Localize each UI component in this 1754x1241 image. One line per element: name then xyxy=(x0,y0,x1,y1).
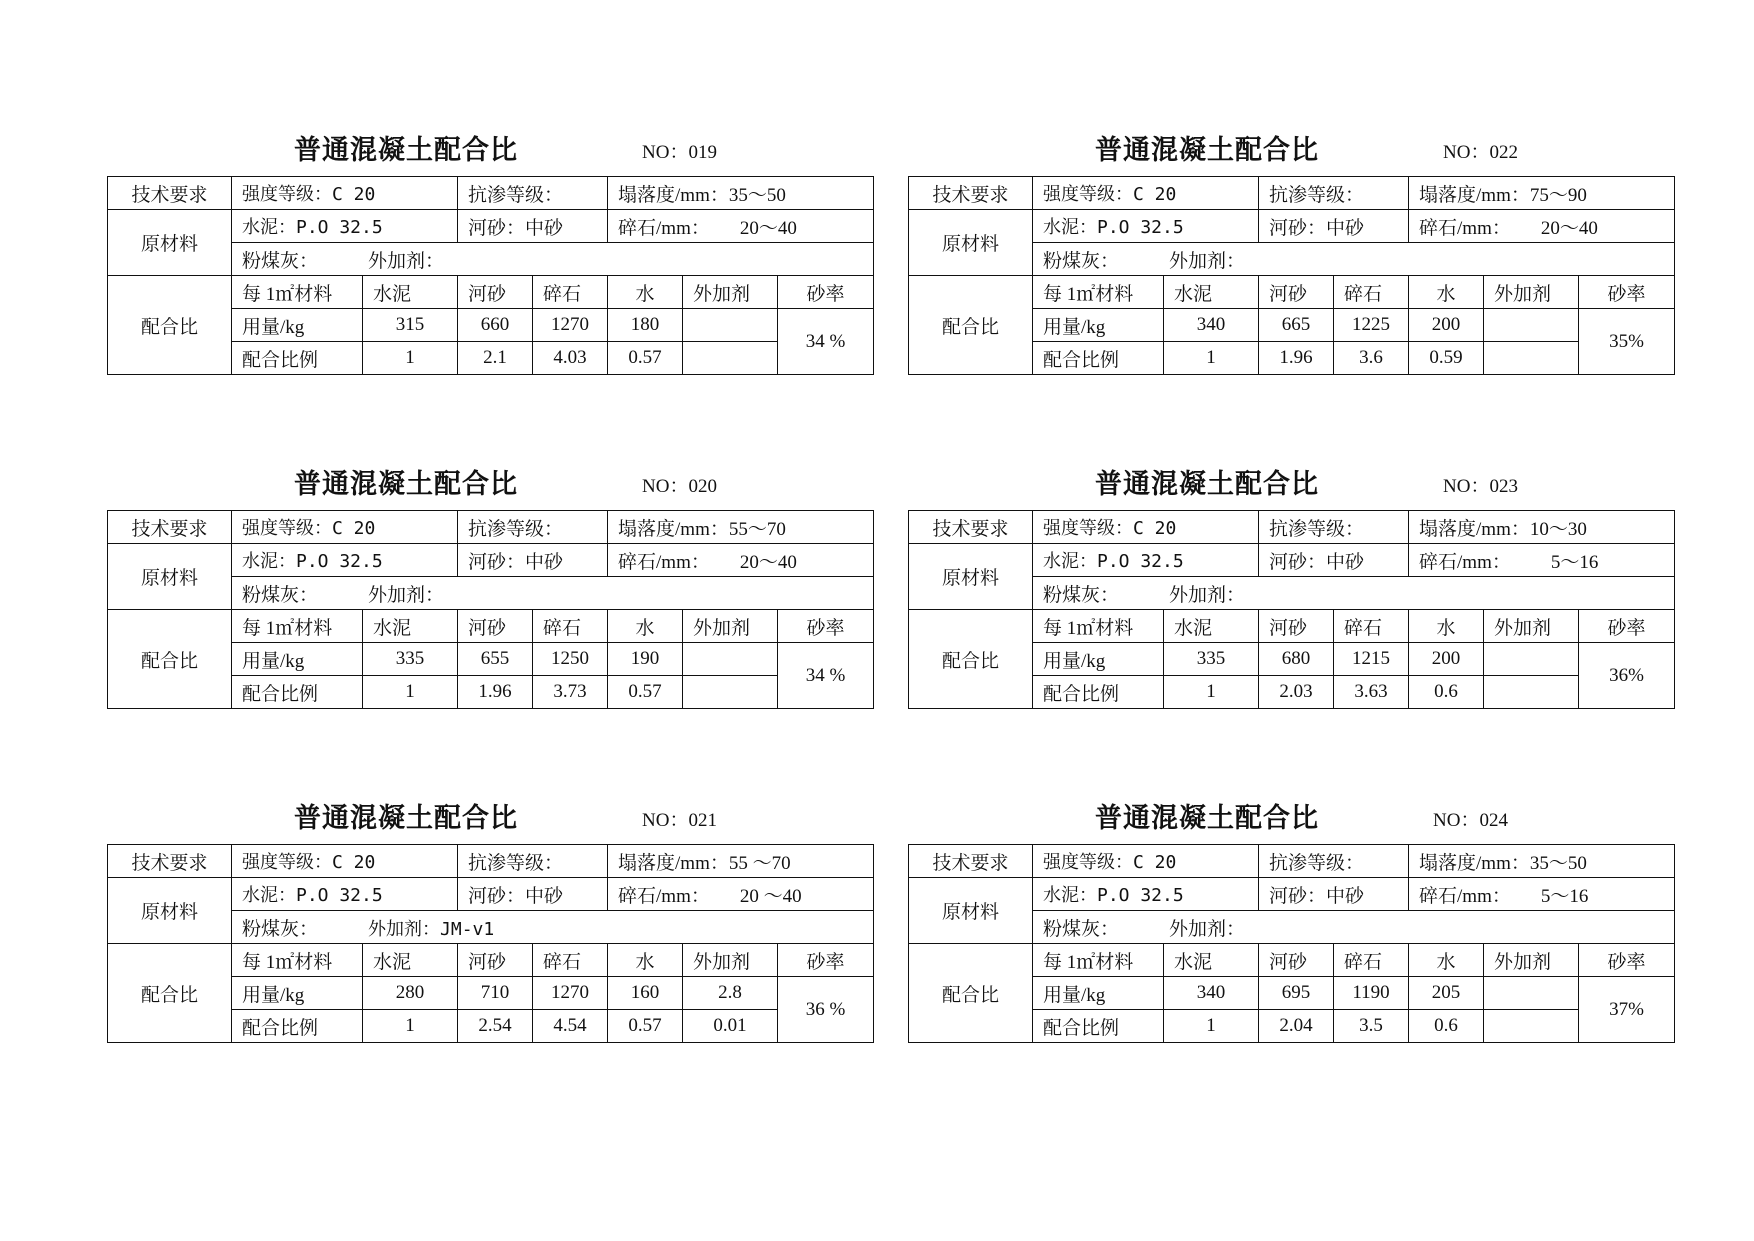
mix-label: 配合比 xyxy=(108,944,232,1043)
mix-label: 配合比 xyxy=(909,276,1033,375)
ratio-water: 0.57 xyxy=(608,1010,683,1043)
gravel-size: 碎石/mm： 5～16 xyxy=(1409,544,1675,577)
mix-card-021 xyxy=(107,796,873,1043)
ratio-admixture xyxy=(683,676,778,709)
sand-ratio-value: 34 % xyxy=(778,309,874,375)
tech-label: 技术要求 xyxy=(909,177,1033,210)
usage-admixture xyxy=(683,643,778,676)
ratio-cement: 1 xyxy=(363,1010,458,1043)
mix-card-024 xyxy=(908,796,1674,1043)
ratio-water: 0.57 xyxy=(608,676,683,709)
cement-type: 水泥：P.O 32.5 xyxy=(232,210,458,243)
card-number: NO：020 xyxy=(642,476,717,497)
slump: 塌落度/mm：10～30 xyxy=(1409,511,1675,544)
header-gravel: 碎石 xyxy=(1334,276,1409,309)
slump: 塌落度/mm：75～90 xyxy=(1409,177,1675,210)
header-admixture: 外加剂 xyxy=(683,610,778,643)
ratio-admixture xyxy=(1484,342,1579,375)
header-sand-ratio: 砂率 xyxy=(778,944,874,977)
per-m3-label: 每 1㎡材料 xyxy=(232,610,363,643)
card-title: 普通混凝土配合比 xyxy=(1095,803,1319,834)
tech-label: 技术要求 xyxy=(909,845,1033,878)
ratio-sand: 2.03 xyxy=(1259,676,1334,709)
usage-gravel: 1215 xyxy=(1334,643,1409,676)
strength-grade: 强度等级：C 20 xyxy=(232,177,458,210)
header-admixture: 外加剂 xyxy=(1484,610,1579,643)
header-water: 水 xyxy=(608,610,683,643)
header-sand: 河砂 xyxy=(458,610,533,643)
tech-label: 技术要求 xyxy=(909,511,1033,544)
header-admixture: 外加剂 xyxy=(1484,944,1579,977)
header-water: 水 xyxy=(608,944,683,977)
usage-sand: 665 xyxy=(1259,309,1334,342)
impermeability-grade: 抗渗等级： xyxy=(458,845,608,878)
raw-label: 原材料 xyxy=(108,544,232,610)
header-cement: 水泥 xyxy=(1164,610,1259,643)
usage-water: 205 xyxy=(1409,977,1484,1010)
usage-sand: 660 xyxy=(458,309,533,342)
raw-row xyxy=(909,210,1675,243)
header-cement: 水泥 xyxy=(363,610,458,643)
cement-type: 水泥：P.O 32.5 xyxy=(1033,878,1259,911)
strength-grade: 强度等级：C 20 xyxy=(1033,845,1259,878)
usage-gravel: 1250 xyxy=(533,643,608,676)
card-title: 普通混凝土配合比 xyxy=(294,469,518,500)
card-number: NO：023 xyxy=(1443,476,1518,497)
header-water: 水 xyxy=(1409,944,1484,977)
usage-cement: 335 xyxy=(363,643,458,676)
flyash-admixture: 粉煤灰： 外加剂：JM-v1 xyxy=(232,911,874,944)
slump: 塌落度/mm：55 ～70 xyxy=(608,845,874,878)
per-m3-label: 每 1㎡材料 xyxy=(1033,944,1164,977)
ratio-label: 配合比例 xyxy=(1033,342,1164,375)
mix-table xyxy=(908,510,1675,709)
usage-sand: 710 xyxy=(458,977,533,1010)
tech-label: 技术要求 xyxy=(108,177,232,210)
mix-header-row xyxy=(108,610,874,643)
usage-admixture xyxy=(683,309,778,342)
mix-header-row xyxy=(909,944,1675,977)
per-m3-label: 每 1㎡材料 xyxy=(1033,276,1164,309)
ratio-cement: 1 xyxy=(363,342,458,375)
tech-row xyxy=(108,511,874,544)
mix-label: 配合比 xyxy=(108,276,232,375)
raw-row xyxy=(108,210,874,243)
header-gravel: 碎石 xyxy=(533,944,608,977)
ratio-water: 0.57 xyxy=(608,342,683,375)
gravel-size: 碎石/mm： 20 ～40 xyxy=(608,878,874,911)
raw-label: 原材料 xyxy=(909,878,1033,944)
raw-label: 原材料 xyxy=(108,878,232,944)
cement-type: 水泥：P.O 32.5 xyxy=(232,544,458,577)
usage-water: 190 xyxy=(608,643,683,676)
usage-gravel: 1270 xyxy=(533,977,608,1010)
header-admixture: 外加剂 xyxy=(683,944,778,977)
impermeability-grade: 抗渗等级： xyxy=(458,511,608,544)
sand-type: 河砂：中砂 xyxy=(458,544,608,577)
slump: 塌落度/mm：55～70 xyxy=(608,511,874,544)
cement-type: 水泥：P.O 32.5 xyxy=(1033,544,1259,577)
usage-admixture xyxy=(1484,309,1579,342)
usage-gravel: 1190 xyxy=(1334,977,1409,1010)
usage-water: 200 xyxy=(1409,309,1484,342)
flyash-admixture: 粉煤灰： 外加剂： xyxy=(232,243,874,276)
mix-card-019 xyxy=(107,128,873,375)
usage-admixture xyxy=(1484,643,1579,676)
header-sand: 河砂 xyxy=(1259,944,1334,977)
tech-row xyxy=(909,845,1675,878)
raw-row xyxy=(108,544,874,577)
usage-water: 160 xyxy=(608,977,683,1010)
header-sand: 河砂 xyxy=(1259,276,1334,309)
header-sand: 河砂 xyxy=(458,276,533,309)
ratio-sand: 1.96 xyxy=(1259,342,1334,375)
ratio-gravel: 4.03 xyxy=(533,342,608,375)
mix-label: 配合比 xyxy=(108,610,232,709)
raw-row xyxy=(909,544,1675,577)
usage-admixture xyxy=(1484,977,1579,1010)
ratio-label: 配合比例 xyxy=(232,342,363,375)
ratio-sand: 1.96 xyxy=(458,676,533,709)
usage-admixture: 2.8 xyxy=(683,977,778,1010)
ratio-sand: 2.04 xyxy=(1259,1010,1334,1043)
header-water: 水 xyxy=(1409,610,1484,643)
ratio-sand: 2.54 xyxy=(458,1010,533,1043)
header-gravel: 碎石 xyxy=(533,610,608,643)
strength-grade: 强度等级：C 20 xyxy=(1033,511,1259,544)
raw-label: 原材料 xyxy=(909,544,1033,610)
ratio-gravel: 3.6 xyxy=(1334,342,1409,375)
raw-row xyxy=(108,878,874,911)
tech-label: 技术要求 xyxy=(108,845,232,878)
ratio-water: 0.59 xyxy=(1409,342,1484,375)
ratio-gravel: 3.5 xyxy=(1334,1010,1409,1043)
impermeability-grade: 抗渗等级： xyxy=(1259,511,1409,544)
ratio-label: 配合比例 xyxy=(1033,676,1164,709)
tech-row xyxy=(108,845,874,878)
tech-label: 技术要求 xyxy=(108,511,232,544)
usage-gravel: 1270 xyxy=(533,309,608,342)
gravel-size: 碎石/mm： 20～40 xyxy=(608,210,874,243)
mix-table xyxy=(107,176,874,375)
strength-grade: 强度等级：C 20 xyxy=(232,845,458,878)
ratio-gravel: 4.54 xyxy=(533,1010,608,1043)
card-title: 普通混凝土配合比 xyxy=(294,135,518,166)
flyash-admixture: 粉煤灰： 外加剂： xyxy=(1033,911,1675,944)
header-sand-ratio: 砂率 xyxy=(1579,944,1675,977)
usage-cement: 340 xyxy=(1164,309,1259,342)
header-water: 水 xyxy=(608,276,683,309)
gravel-size: 碎石/mm： 5～16 xyxy=(1409,878,1675,911)
ratio-sand: 2.1 xyxy=(458,342,533,375)
card-title: 普通混凝土配合比 xyxy=(294,803,518,834)
gravel-size: 碎石/mm： 20～40 xyxy=(1409,210,1675,243)
ratio-label: 配合比例 xyxy=(1033,1010,1164,1043)
usage-label: 用量/kg xyxy=(1033,309,1164,342)
mix-table xyxy=(908,176,1675,375)
flyash-admixture: 粉煤灰： 外加剂： xyxy=(1033,243,1675,276)
sand-type: 河砂：中砂 xyxy=(458,210,608,243)
gravel-size: 碎石/mm： 20～40 xyxy=(608,544,874,577)
usage-cement: 315 xyxy=(363,309,458,342)
usage-label: 用量/kg xyxy=(1033,977,1164,1010)
usage-label: 用量/kg xyxy=(232,309,363,342)
card-number: NO：019 xyxy=(642,142,717,163)
mix-header-row xyxy=(909,276,1675,309)
raw-row xyxy=(909,878,1675,911)
ratio-water: 0.6 xyxy=(1409,1010,1484,1043)
ratio-gravel: 3.63 xyxy=(1334,676,1409,709)
usage-label: 用量/kg xyxy=(1033,643,1164,676)
sand-type: 河砂：中砂 xyxy=(458,878,608,911)
mix-header-row xyxy=(108,276,874,309)
tech-row xyxy=(108,177,874,210)
header-sand-ratio: 砂率 xyxy=(778,610,874,643)
mix-card-020 xyxy=(107,462,873,709)
card-title: 普通混凝土配合比 xyxy=(1095,135,1319,166)
sand-type: 河砂：中砂 xyxy=(1259,210,1409,243)
usage-label: 用量/kg xyxy=(232,977,363,1010)
header-gravel: 碎石 xyxy=(1334,610,1409,643)
sand-ratio-value: 36 % xyxy=(778,977,874,1043)
ratio-admixture xyxy=(683,342,778,375)
ratio-label: 配合比例 xyxy=(232,1010,363,1043)
mix-header-row xyxy=(108,944,874,977)
header-cement: 水泥 xyxy=(363,944,458,977)
usage-gravel: 1225 xyxy=(1334,309,1409,342)
flyash-admixture: 粉煤灰： 外加剂： xyxy=(232,577,874,610)
usage-cement: 280 xyxy=(363,977,458,1010)
impermeability-grade: 抗渗等级： xyxy=(458,177,608,210)
per-m3-label: 每 1㎡材料 xyxy=(232,276,363,309)
per-m3-label: 每 1㎡材料 xyxy=(1033,610,1164,643)
header-sand-ratio: 砂率 xyxy=(778,276,874,309)
header-sand: 河砂 xyxy=(458,944,533,977)
sand-ratio-value: 34 % xyxy=(778,643,874,709)
usage-sand: 680 xyxy=(1259,643,1334,676)
strength-grade: 强度等级：C 20 xyxy=(232,511,458,544)
usage-water: 200 xyxy=(1409,643,1484,676)
header-gravel: 碎石 xyxy=(1334,944,1409,977)
sand-type: 河砂：中砂 xyxy=(1259,878,1409,911)
sand-ratio-value: 35% xyxy=(1579,309,1675,375)
ratio-cement: 1 xyxy=(1164,1010,1259,1043)
header-water: 水 xyxy=(1409,276,1484,309)
mix-table xyxy=(107,844,874,1043)
impermeability-grade: 抗渗等级： xyxy=(1259,177,1409,210)
sand-ratio-value: 36% xyxy=(1579,643,1675,709)
flyash-admixture: 粉煤灰： 外加剂： xyxy=(1033,577,1675,610)
card-number: NO：021 xyxy=(642,810,717,831)
ratio-admixture xyxy=(1484,1010,1579,1043)
mix-card-023 xyxy=(908,462,1674,709)
cement-type: 水泥：P.O 32.5 xyxy=(1033,210,1259,243)
raw-label: 原材料 xyxy=(108,210,232,276)
card-number: NO：022 xyxy=(1443,142,1518,163)
mix-table xyxy=(107,510,874,709)
mix-header-row xyxy=(909,610,1675,643)
card-number: NO：024 xyxy=(1433,810,1508,831)
header-cement: 水泥 xyxy=(1164,276,1259,309)
per-m3-label: 每 1㎡材料 xyxy=(232,944,363,977)
ratio-water: 0.6 xyxy=(1409,676,1484,709)
usage-sand: 655 xyxy=(458,643,533,676)
mix-label: 配合比 xyxy=(909,610,1033,709)
header-sand: 河砂 xyxy=(1259,610,1334,643)
usage-sand: 695 xyxy=(1259,977,1334,1010)
ratio-cement: 1 xyxy=(363,676,458,709)
raw-label: 原材料 xyxy=(909,210,1033,276)
strength-grade: 强度等级：C 20 xyxy=(1033,177,1259,210)
header-sand-ratio: 砂率 xyxy=(1579,276,1675,309)
header-sand-ratio: 砂率 xyxy=(1579,610,1675,643)
ratio-cement: 1 xyxy=(1164,342,1259,375)
ratio-gravel: 3.73 xyxy=(533,676,608,709)
ratio-cement: 1 xyxy=(1164,676,1259,709)
sand-ratio-value: 37% xyxy=(1579,977,1675,1043)
ratio-admixture xyxy=(1484,676,1579,709)
mix-table xyxy=(908,844,1675,1043)
impermeability-grade: 抗渗等级： xyxy=(1259,845,1409,878)
cement-type: 水泥：P.O 32.5 xyxy=(232,878,458,911)
header-gravel: 碎石 xyxy=(533,276,608,309)
mix-card-022 xyxy=(908,128,1674,375)
header-cement: 水泥 xyxy=(363,276,458,309)
card-title: 普通混凝土配合比 xyxy=(1095,469,1319,500)
tech-row xyxy=(909,511,1675,544)
usage-label: 用量/kg xyxy=(232,643,363,676)
ratio-admixture: 0.01 xyxy=(683,1010,778,1043)
usage-cement: 340 xyxy=(1164,977,1259,1010)
header-admixture: 外加剂 xyxy=(683,276,778,309)
slump: 塌落度/mm：35～50 xyxy=(1409,845,1675,878)
sand-type: 河砂：中砂 xyxy=(1259,544,1409,577)
slump: 塌落度/mm：35～50 xyxy=(608,177,874,210)
tech-row xyxy=(909,177,1675,210)
mix-label: 配合比 xyxy=(909,944,1033,1043)
header-admixture: 外加剂 xyxy=(1484,276,1579,309)
usage-water: 180 xyxy=(608,309,683,342)
ratio-label: 配合比例 xyxy=(232,676,363,709)
usage-cement: 335 xyxy=(1164,643,1259,676)
header-cement: 水泥 xyxy=(1164,944,1259,977)
